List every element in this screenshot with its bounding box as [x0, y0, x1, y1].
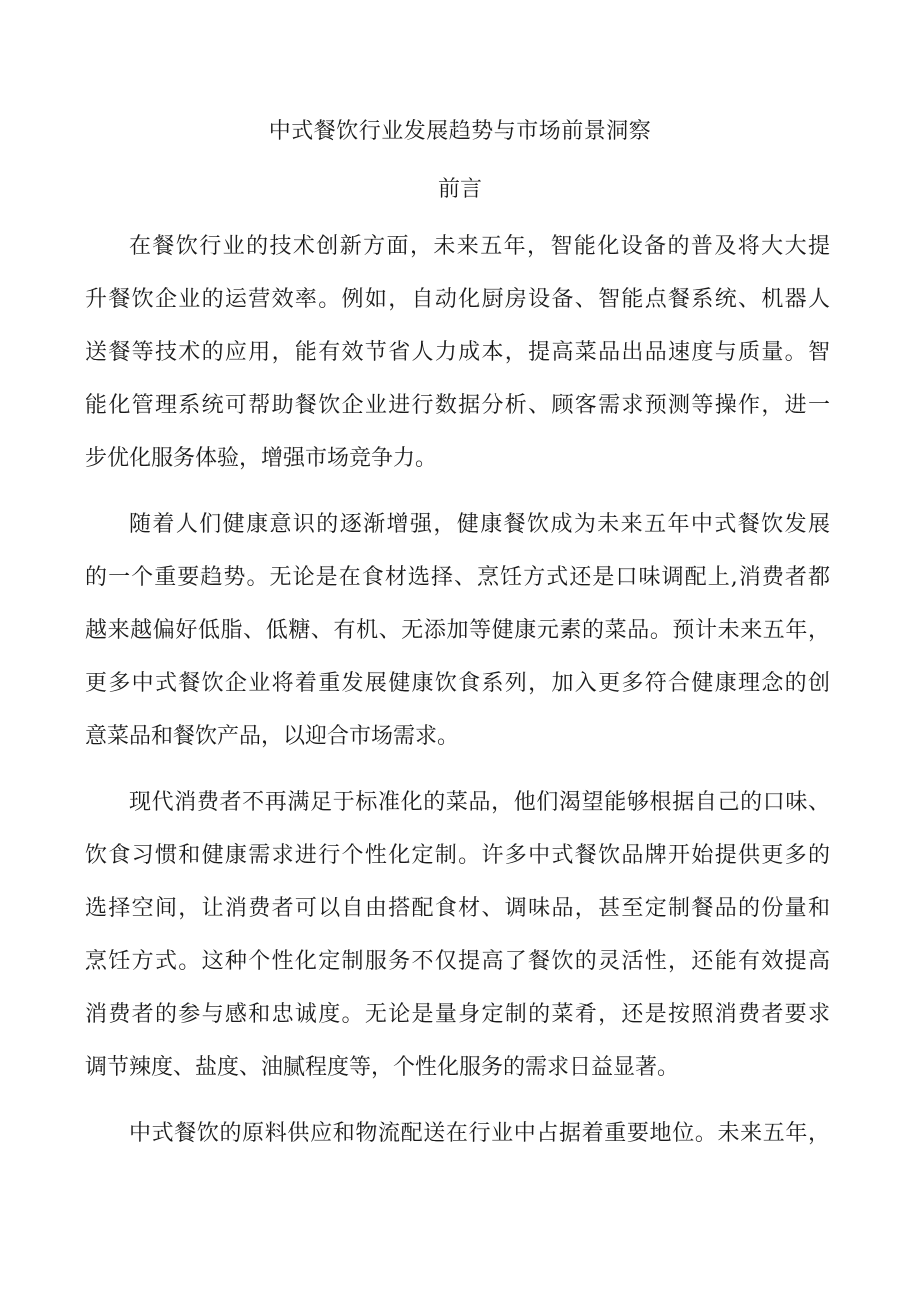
paragraph-line: 在餐饮行业的技术创新方面，未来五年，智能化设备的普及将大大提	[129, 234, 830, 259]
paragraph-line: 越来越偏好低脂、低糖、有机、无添加等健康元素的菜品。预计未来五年，	[85, 618, 830, 643]
paragraph-line: 升餐饮企业的运营效率。例如，自动化厨房设备、智能点餐系统、机器人	[85, 287, 830, 312]
document-title: 中式餐饮行业发展趋势与市场前景洞察	[268, 119, 652, 144]
paragraph-line: 调节辣度、盐度、油腻程度等，个性化服务的需求日益显著。	[85, 1055, 680, 1080]
paragraph-line: 选择空间，让消费者可以自由搭配食材、调味品，甚至定制餐品的份量和	[85, 896, 830, 921]
paragraph-line: 更多中式餐饮企业将着重发展健康饮食系列，加入更多符合健康理念的创	[85, 671, 830, 696]
paragraph-line: 步优化服务体验，增强市场竞争力。	[85, 446, 438, 471]
paragraph-line: 烹饪方式。这种个性化定制服务不仅提高了餐饮的灵活性，还能有效提高	[85, 949, 830, 974]
paragraph-line: 能化管理系统可帮助餐饮企业进行数据分析、顾客需求预测等操作，进一	[85, 393, 830, 418]
paragraph-line: 意菜品和餐饮产品，以迎合市场需求。	[85, 724, 460, 749]
paragraph-health-trend	[85, 498, 830, 763]
paragraph-personalization	[85, 776, 830, 1094]
paragraph-line: 现代消费者不再满足于标准化的菜品，他们渴望能够根据自己的口味、	[129, 790, 830, 815]
paragraph-line: 消费者的参与感和忠诚度。无论是量身定制的菜肴，还是按照消费者要求	[85, 1002, 830, 1027]
paragraph-line: 送餐等技术的应用，能有效节省人力成本，提高菜品出品速度与质量。智	[85, 340, 830, 365]
paragraph-tech-innovation	[85, 220, 830, 485]
paragraph-line: 饮食习惯和健康需求进行个性化定制。许多中式餐饮品牌开始提供更多的	[85, 843, 830, 868]
paragraph-line: 的一个重要趋势。无论是在食材选择、烹饪方式还是口味调配上,消费者都	[85, 565, 830, 590]
paragraph-supply-chain	[85, 1107, 830, 1160]
section-heading: 前言	[437, 177, 482, 202]
paragraph-line: 中式餐饮的原料供应和物流配送在行业中占据着重要地位。未来五年，	[129, 1121, 830, 1146]
paragraph-line: 随着人们健康意识的逐渐增强，健康餐饮成为未来五年中式餐饮发展	[129, 512, 830, 537]
